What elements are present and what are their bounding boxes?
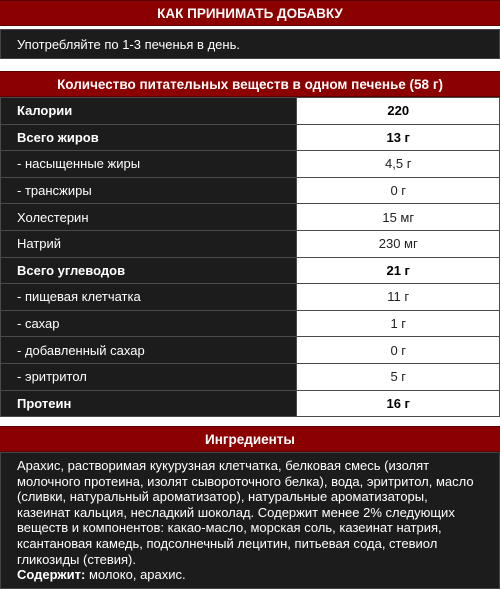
nutrient-value: 1 г (297, 310, 500, 337)
nutrition-table (0, 97, 500, 417)
nutrient-value: 4,5 г (297, 151, 500, 178)
nutrition-row (1, 390, 500, 417)
contains-label: Содержит: (17, 567, 86, 583)
nutrient-name: - сахар (1, 310, 297, 337)
nutrient-name: - насыщенные жиры (1, 151, 297, 178)
nutrient-name: Всего углеводов (1, 257, 297, 284)
nutrition-row (1, 124, 500, 151)
nutrient-value: 220 (297, 98, 500, 125)
nutrient-name: Протеин (1, 390, 297, 417)
nutrition-row (1, 204, 500, 231)
usage-instructions: Употребляйте по 1-3 печенья в день. (0, 29, 500, 59)
ingredients-text: Арахис, растворимая кукурузная клетчатка, белковая смесь (изолят молочного протеина, изолят сывороточного белка), вода, эритритол, масло (сливки, натуральный ароматизатор), натуральные ароматизаторы, казеинат кальция, несладкий шоколад. Содержит менее 2% следующих веществ и компонентов: какао-масло, морская соль, казеинат натрия, ксантановая камедь, подсолнечный лецитин, питьевая сода, стевиол гликозиды (стевия). (17, 458, 474, 567)
ingredients-header: Ингредиенты (0, 426, 500, 452)
nutrient-name: Всего жиров (1, 124, 297, 151)
nutrient-value: 11 г (297, 284, 500, 311)
ingredients-panel (0, 452, 500, 589)
nutrition-row (1, 284, 500, 311)
nutrient-name: Натрий (1, 230, 297, 257)
nutrient-name: Калории (1, 98, 297, 125)
nutrient-value: 230 мг (297, 230, 500, 257)
nutrient-name: - пищевая клетчатка (1, 284, 297, 311)
nutrient-value: 15 мг (297, 204, 500, 231)
usage-header: КАК ПРИНИМАТЬ ДОБАВКУ (0, 0, 500, 26)
nutrient-name: Холестерин (1, 204, 297, 231)
nutrient-name: - эритритол (1, 363, 297, 390)
nutrition-row (1, 337, 500, 364)
nutrient-value: 16 г (297, 390, 500, 417)
nutrition-row (1, 310, 500, 337)
contains-text: молоко, арахис. (85, 567, 186, 583)
nutrition-row (1, 257, 500, 284)
nutrition-header: Количество питательных веществ в одном печенье (58 г) (0, 71, 500, 97)
nutrient-value: 0 г (297, 177, 500, 204)
nutrition-row (1, 98, 500, 125)
nutrient-name: - трансжиры (1, 177, 297, 204)
nutrient-value: 0 г (297, 337, 500, 364)
nutrient-value: 5 г (297, 363, 500, 390)
nutrition-row (1, 177, 500, 204)
nutrient-value: 21 г (297, 257, 500, 284)
nutrient-name: - добавленный сахар (1, 337, 297, 364)
nutrition-row (1, 230, 500, 257)
nutrition-row (1, 363, 500, 390)
nutrition-row (1, 151, 500, 178)
nutrient-value: 13 г (297, 124, 500, 151)
section-divider (0, 59, 500, 71)
